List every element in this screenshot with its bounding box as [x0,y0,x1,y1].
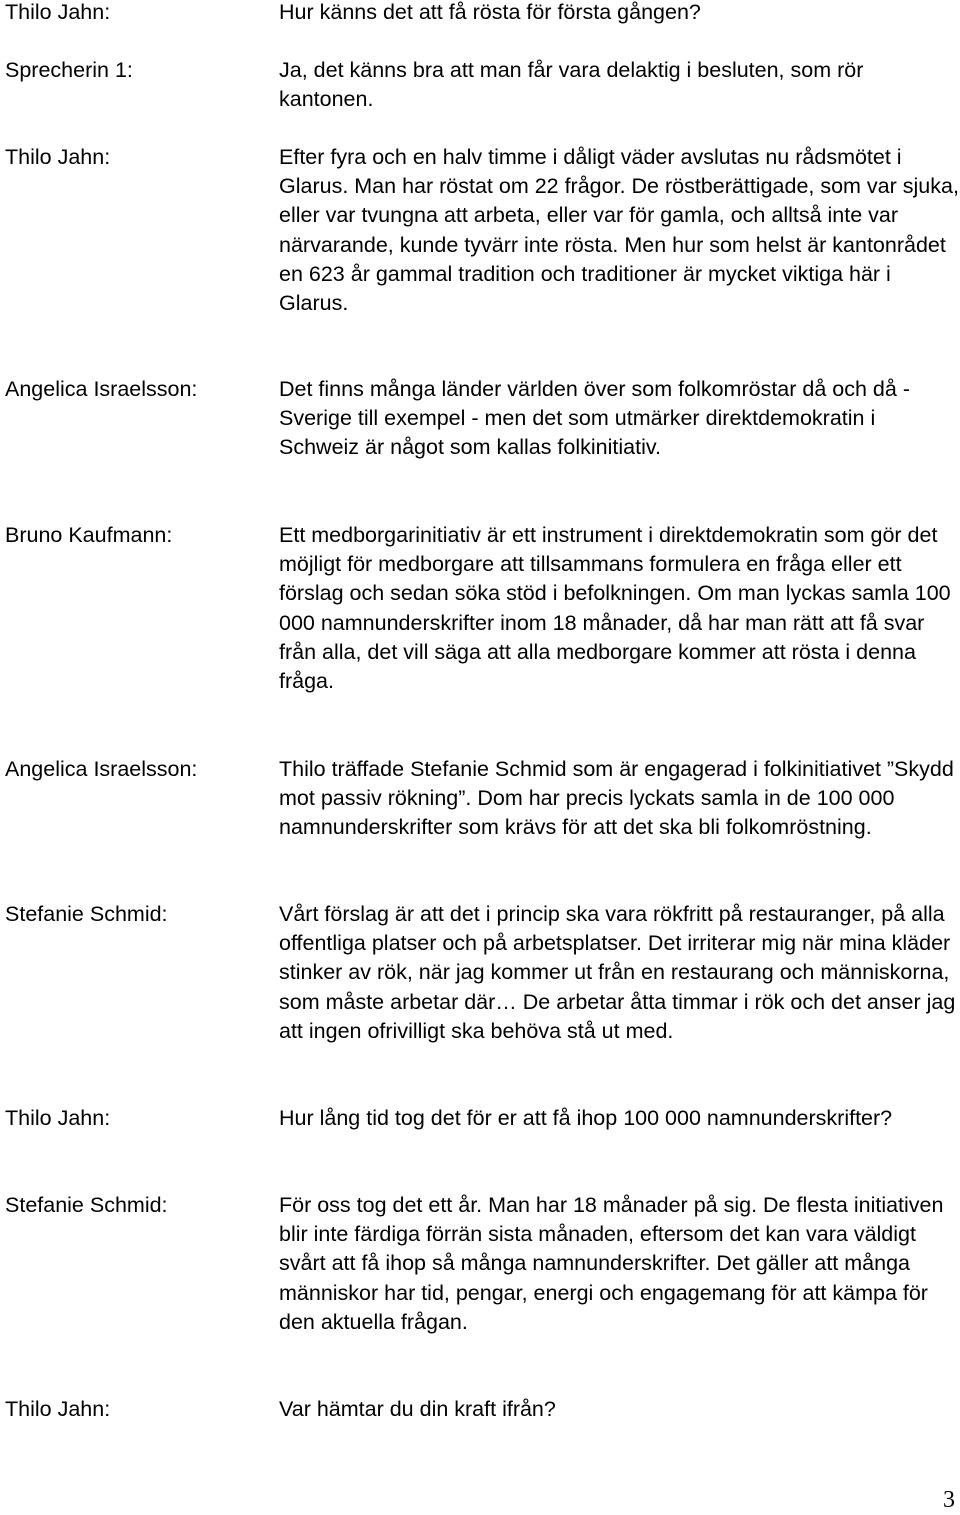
speaker-name: Stefanie Schmid: [5,1193,168,1217]
speech-text: Hur lång tid tog det för er att få ihop 100 000 namnunderskrifter? [279,1106,893,1130]
speech-text: Vårt förslag är att det i princip ska vara rökfritt på restauranger, på alla offentliga platser och på arbetsplatser. Det irriterar mig när mina kläder stinker av rök, när jag kommer ut från en restaurang och människorna, som måste arbetar där… De arbetar åtta timmar i rök och det anser jag att ingen ofrivilligt ska behöva stå ut med. [279,902,956,1043]
speaker-name: Bruno Kaufmann: [5,523,173,547]
speaker-name: Angelica Israelsson: [5,757,198,781]
speech-text: För oss tog det ett år. Man har 18 månader på sig. De flesta initiativen blir inte färdiga förrän sista månaden, eftersom det kan vara väldigt svårt att få ihop så många namnunderskrifter. Det gäller att många människor har tid, pengar, energi och engagemang för att kämpa för den aktuella frågan. [279,1193,944,1334]
speech-text: Hur känns det att få rösta för första gången? [279,0,701,24]
speaker-name: Thilo Jahn: [5,1106,111,1130]
speech-text: Thilo träffade Stefanie Schmid som är engagerad i folkinitiativet ”Skydd mot passiv rökning”. Dom har precis lyckats samla in de 100 000 namnunderskrifter som krävs för att det ska bli folkomröstning. [279,757,954,840]
speech-text: Var hämtar du din kraft ifrån? [279,1397,556,1421]
speech-text: Efter fyra och en halv timme i dåligt väder avslutas nu rådsmötet i Glarus. Man har röstat om 22 frågor. De röstberättigade, som var sjuka, eller var tvungna att arbeta, eller var för gamla, och alltså inte var närvarande, kunde tyvärr inte rösta. Men hur som helst är kantonrådet en 623 år gammal tradition och traditioner är mycket viktiga här i Glarus. [279,145,959,316]
speaker-name: Thilo Jahn: [5,0,111,24]
speaker-name: Thilo Jahn: [5,145,111,169]
speech-text: Det finns många länder världen över som folkomröstar då och då - Sverige till exempel - men det som utmärker direktdemokratin i Schweiz är något som kallas folkinitiativ. [279,377,910,460]
speech-text: Ett medborgarinitiativ är ett instrument i direktdemokratin som gör det möjligt för medborgare att tillsammans formulera en fråga eller ett förslag och sedan söka stöd i befolkningen. Om man lyckas samla 100 000 namnunderskrifter inom 18 månader, då har man rätt att få svar från alla, det vill säga att alla medborgare kommer att rösta i denna fråga. [279,523,951,694]
speaker-name: Stefanie Schmid: [5,902,168,926]
speech-text: Ja, det känns bra att man får vara delaktig i besluten, som rör kantonen. [279,58,864,112]
speaker-name: Angelica Israelsson: [5,377,198,401]
page-number: 3 [943,1487,955,1513]
speaker-name: Sprecherin 1: [5,58,133,82]
speaker-name: Thilo Jahn: [5,1397,111,1421]
